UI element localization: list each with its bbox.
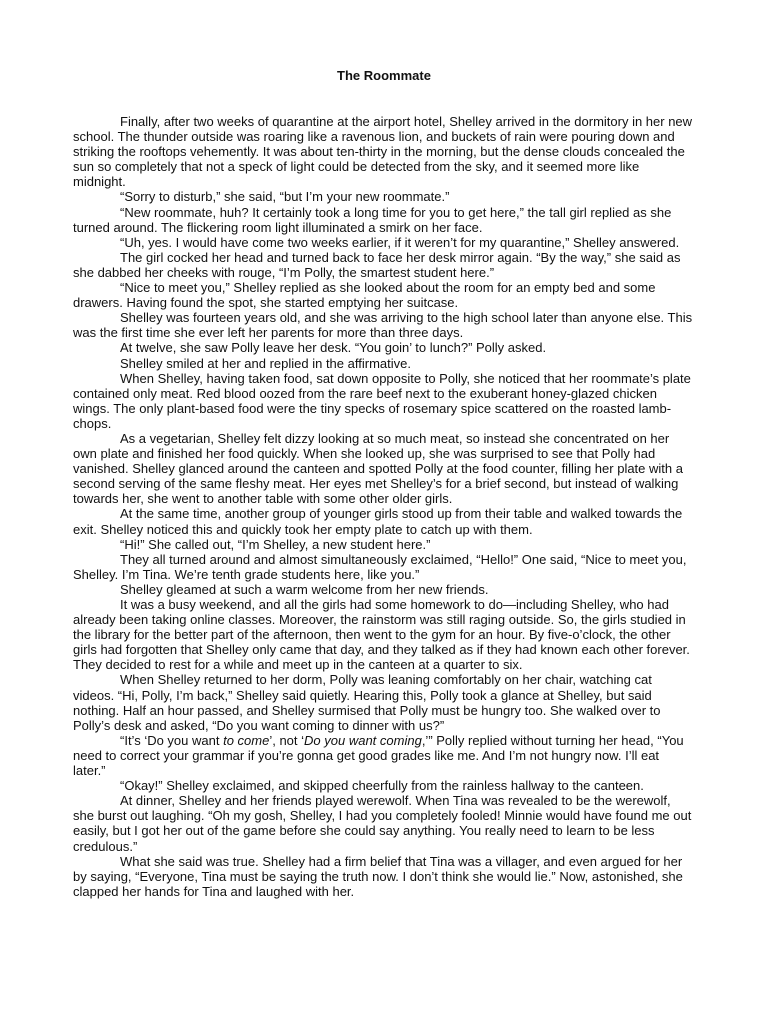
emphasis-text: to come — [223, 732, 270, 748]
text-run: ’, not ‘ — [269, 732, 305, 748]
paragraph: Shelley smiled at her and replied in the affirmative. — [120, 355, 411, 371]
paragraph: “Nice to meet you,” Shelley replied as she looked about the room for an empty bed and some drawers. Having found the spot, she started emptying her suitcase. — [73, 280, 656, 311]
paragraph: At the same time, another group of younger girls stood up from their table and walked towards the exit. Shelley noticed this and quickly took her empty plate to catch up with them. — [73, 506, 683, 537]
text-run: “It’s ‘Do you want — [120, 732, 224, 748]
paragraph: “New roommate, huh? It certainly took a long time for you to get here,” the tall girl replied as she turned around. The flickering room light illuminated a smirk on her face. — [73, 204, 672, 235]
paragraph: It was a busy weekend, and all the girls had some homework to do—including Shelley, who had already been taking online classes. Moreover, the rainstorm was still raging outside. So, the girls studied in the library for the better part of the afternoon, then went to the gym for an hour. By five-o’clock, the other girls had forgotten that Shelley only came that day, and they talked as if they had known each other forever. They decided to rest for a while and meet up in the canteen at a quarter to six. — [73, 597, 690, 673]
paragraph: As a vegetarian, Shelley felt dizzy looking at so much meat, so instead she concentrated on her own plate and finished her food quickly. When she looked up, she was surprised to see that Polly had vanished. Shelley glanced around the canteen and spotted Polly at the food counter, filling her plate with a second serving of the same fleshy meat. Her eyes met Shelley’s for a brief second, but instead of walking towards her, she went to another table with some other older girls. — [73, 430, 683, 507]
emphasis-text: Do you want coming — [304, 732, 422, 748]
paragraph-with-emphasis — [73, 733, 695, 778]
paragraph: At dinner, Shelley and her friends played werewolf. When Tina was revealed to be the werewolf, she burst out laughing. “Oh my gosh, Shelley, I had you completely fooled! Minnie would have found me out easily, but I got her out of the game before she could say anything. You really need to learn to be less credulous.” — [73, 793, 692, 854]
paragraph: At twelve, she saw Polly leave her desk. “You goin’ to lunch?” Polly asked. — [120, 340, 547, 356]
paragraph: “Hi!” She called out, “I’m Shelley, a new student here.” — [120, 536, 431, 552]
paragraph: When Shelley returned to her dorm, Polly was leaning comfortably on her chair, watching cat videos. “Hi, Polly, I’m back,” Shelley said quietly. Hearing this, Polly took a glance at Shelley, but said nothing. Half an hour passed, and Shelley surmised that Polly must be hungry too. She walked over to Polly’s desk and asked, “Do you want coming to dinner with us?” — [73, 672, 661, 733]
paragraph: “Okay!” Shelley exclaimed, and skipped cheerfully from the rainless hallway to the canteen. — [120, 778, 644, 794]
paragraph: The girl cocked her head and turned back to face her desk mirror again. “By the way,” she said as she dabbed her cheeks with rouge, “I’m Polly, the smartest student here.” — [73, 249, 681, 280]
page-title: The Roommate — [337, 68, 431, 83]
paragraph: Shelley gleamed at such a warm welcome from her new friends. — [120, 581, 489, 597]
paragraph: “Uh, yes. I would have come two weeks earlier, if it weren’t for my quarantine,” Shelley answered. — [120, 234, 680, 250]
paragraph: “Sorry to disturb,” she said, “but I’m your new roommate.” — [120, 189, 450, 205]
paragraph: Finally, after two weeks of quarantine at the airport hotel, Shelley arrived in the dormitory in her new school. The thunder outside was roaring like a ravenous lion, and buckets of rain were pouring down and striking the rooftops vehemently. It was about ten-thirty in the morning, but the dense clouds concealed the sun so completely that not a speck of light could be detected from the sky, and it seemed more like midnight. — [73, 114, 693, 190]
paragraph: Shelley was fourteen years old, and she was arriving to the high school later than anyone else. This was the first time she ever left her parents for more than three days. — [73, 310, 693, 341]
paragraph: When Shelley, having taken food, sat down opposite to Polly, she noticed that her roommate’s plate contained only meat. Red blood oozed from the rare beef next to the exuberant honey-glazed chicken wings. The only plant-based food were the tiny specks of rosemary spice scattered on the roasted lamb-chops. — [73, 370, 691, 431]
text-run: ,’” Polly replied without turning her head, “You need to correct your grammar if you’re gonna get good grades like me. And I’m not hungry now. I’ll eat later.” — [73, 732, 684, 779]
paragraph: They all turned around and almost simultaneously exclaimed, “Hello!” One said, “Nice to meet you, Shelley. I’m Tina. We’re tenth grade students here, like you.” — [73, 551, 687, 582]
paragraph: What she said was true. Shelley had a firm belief that Tina was a villager, and even argued for her by saying, “Everyone, Tina must be saying the truth now. I don’t think she would lie.” Now, astonished, she clapped her hands for Tina and laughed with her. — [73, 853, 683, 899]
story-body — [73, 114, 695, 899]
